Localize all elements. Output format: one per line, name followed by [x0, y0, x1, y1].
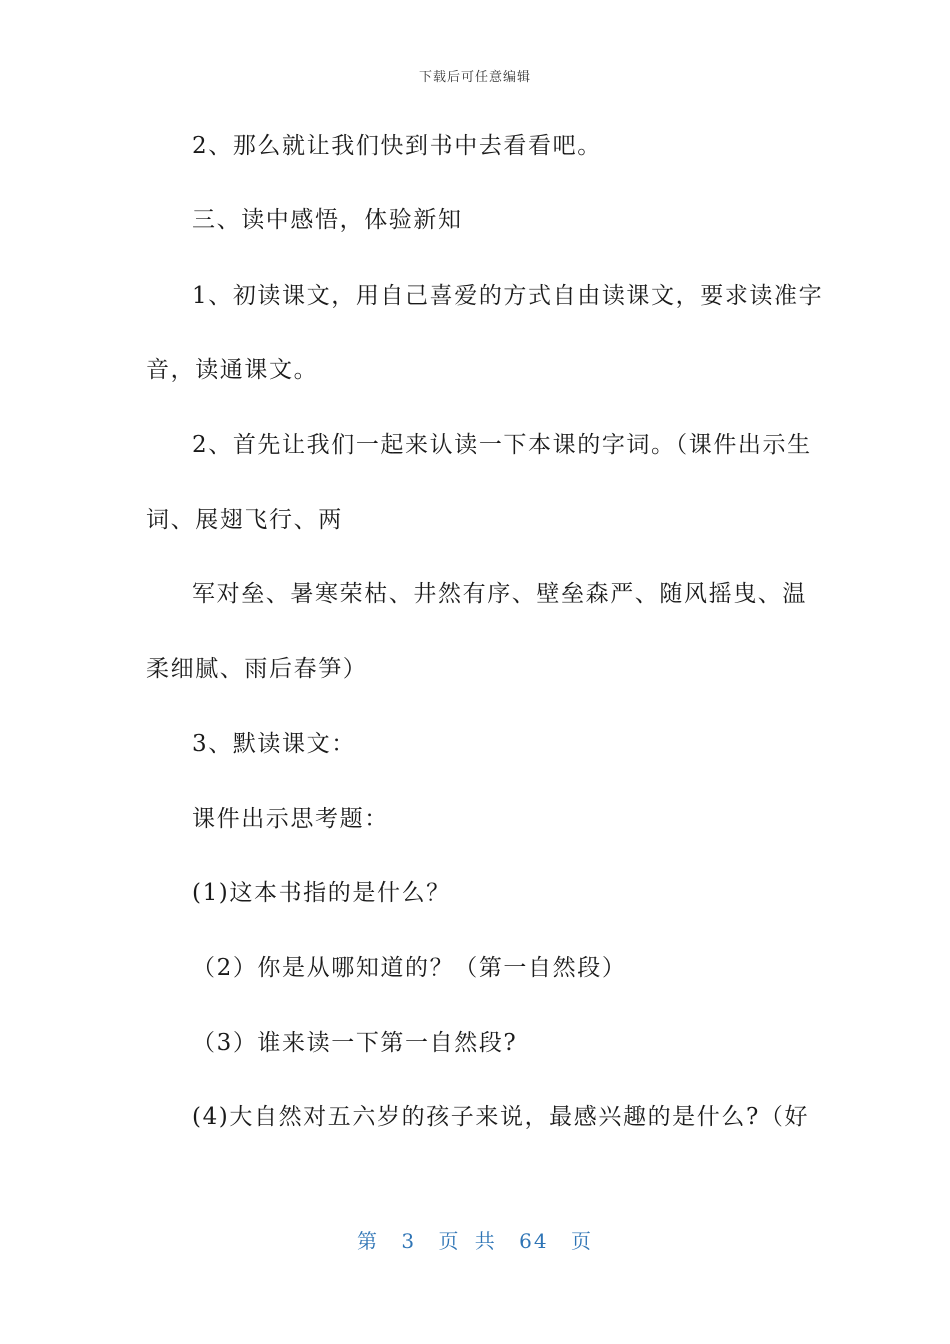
text-line: 课件出示思考题：: [192, 806, 389, 832]
text-line: 柔细腻、雨后春笋）: [146, 656, 368, 682]
question-item: (1)这本书指的是什么？: [192, 880, 451, 906]
footer-middle: 页 共: [438, 1229, 497, 1253]
question-item: （3）谁来读一下第一自然段?: [192, 1030, 518, 1056]
page-header-note: 下载后可任意编辑: [418, 70, 531, 85]
text-line: 军对垒、暑寒荣枯、井然有序、壁垒森严、随风摇曳、温: [192, 581, 807, 607]
text-line: 词、展翅飞行、两: [146, 507, 343, 533]
footer-total-pages: 64: [519, 1229, 549, 1253]
text-line: 3、默读课文：: [192, 731, 356, 757]
question-item: （2）你是从哪知道的？（第一自然段）: [192, 955, 627, 981]
question-item: (4)大自然对五六岁的孩子来说，最感兴趣的是什么?（好: [192, 1104, 810, 1130]
footer-suffix: 页: [570, 1229, 593, 1253]
text-line: 2、首先让我们一起来认读一下本课的字词。（课件出示生: [192, 432, 812, 458]
page-footer: [0, 1225, 950, 1254]
footer-prefix: 第: [357, 1229, 379, 1253]
footer-current-page: 3: [401, 1229, 417, 1253]
section-heading: 三、读中感悟，体验新知: [192, 207, 463, 233]
text-line: 2、那么就让我们快到书中去看看吧。: [192, 133, 602, 159]
text-line: 1、初读课文，用自己喜爱的方式自由读课文，要求读准字: [192, 283, 824, 309]
text-line: 音，读通课文。: [146, 357, 319, 383]
